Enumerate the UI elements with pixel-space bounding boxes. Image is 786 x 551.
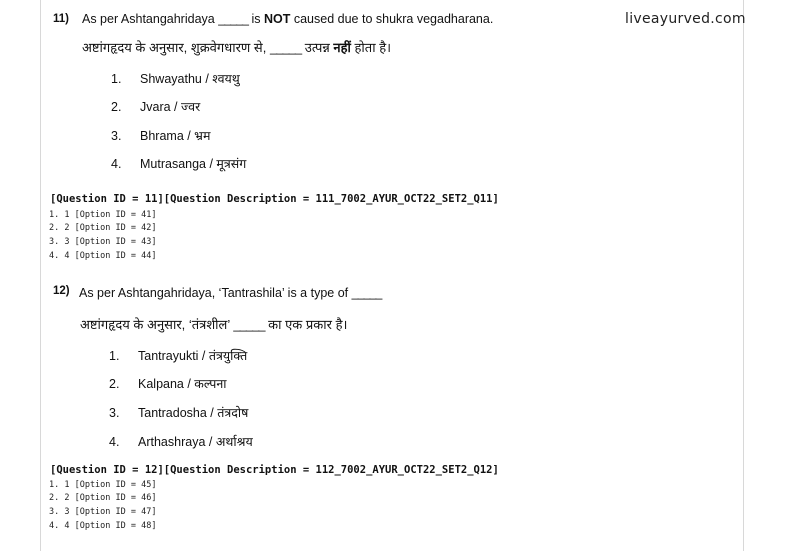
question-12-meta: [Question ID = 12][Question Description = 112_7002_AYUR_OCT22_SET2_Q12] [50, 464, 499, 476]
question-12-option-2: 2. Kalpana / कल्पना [109, 377, 227, 391]
page-border-right [743, 0, 744, 551]
question-12-option-id-1: 1. 1 [Option ID = 45] [49, 480, 157, 490]
question-11-text-bold: NOT [263, 12, 291, 26]
question-11-hindi [82, 38, 391, 56]
question-12-hindi-blank: _____ [233, 317, 265, 332]
question-11-option-2: 2. Jvara / ज्वर [111, 100, 201, 114]
question-11-option-id-4: 4. 4 [Option ID = 44] [49, 251, 157, 261]
question-11-hindi-end: होता है। [354, 40, 392, 55]
question-11-meta: [Question ID = 11][Question Description = 111_7002_AYUR_OCT22_SET2_Q11] [50, 193, 499, 205]
question-12-option-id-4: 4. 4 [Option ID = 48] [49, 521, 157, 531]
question-11-option-3: 3. Bhrama / भ्रम [111, 129, 211, 143]
page-border-left [40, 0, 41, 551]
question-12-option-id-2: 2. 2 [Option ID = 46] [49, 493, 157, 503]
question-11-option-id-1: 1. 1 [Option ID = 41] [49, 210, 157, 220]
question-12-hindi [80, 315, 347, 333]
question-11-hindi-mid: उत्पन्न [304, 40, 330, 55]
question-12-text [79, 286, 381, 300]
question-12-hindi-before: अष्टांगहृदय के अनुसार, ‘तंत्रशील’ [80, 317, 230, 332]
question-11-option-4: 4. Mutrasanga / मूत्रसंग [111, 157, 247, 171]
question-12-number: 12) [53, 285, 70, 297]
question-12-text-main: As per Ashtangahridaya, ‘Tantrashila’ is a type of [79, 286, 349, 300]
question-11-number: 11) [53, 13, 69, 25]
question-12-option-id-3: 3. 3 [Option ID = 47] [49, 507, 157, 517]
watermark: liveayurved.com [625, 11, 746, 27]
question-11-option-id-2: 2. 2 [Option ID = 42] [49, 223, 157, 233]
question-11-text [82, 12, 493, 26]
question-11-text-end: caused due to shukra vegadharana. [293, 12, 494, 26]
question-12-blank: _____ [351, 286, 382, 300]
question-11-option-id-3: 3. 3 [Option ID = 43] [49, 237, 157, 247]
question-11-text-after: is [251, 12, 261, 26]
question-12-option-4: 4. Arthashraya / अर्थाश्रय [109, 435, 253, 449]
question-12-hindi-end: का एक प्रकार है। [268, 317, 348, 332]
question-11-hindi-before: अष्टांगहृदय के अनुसार, शुक्रवेगधारण से, [82, 40, 267, 55]
question-11-option-1: 1. Shwayathu / श्वयथु [111, 72, 240, 86]
question-11-hindi-blank: _____ [269, 40, 302, 55]
question-11-blank: _____ [218, 12, 248, 26]
question-12-option-1: 1. Tantrayukti / तंत्रयुक्ति [109, 349, 248, 363]
question-11-text-before: As per Ashtangahridaya [82, 12, 215, 26]
question-11-hindi-bold: नहीं [333, 40, 351, 55]
question-12-option-3: 3. Tantradosha / तंत्रदोष [109, 406, 249, 420]
